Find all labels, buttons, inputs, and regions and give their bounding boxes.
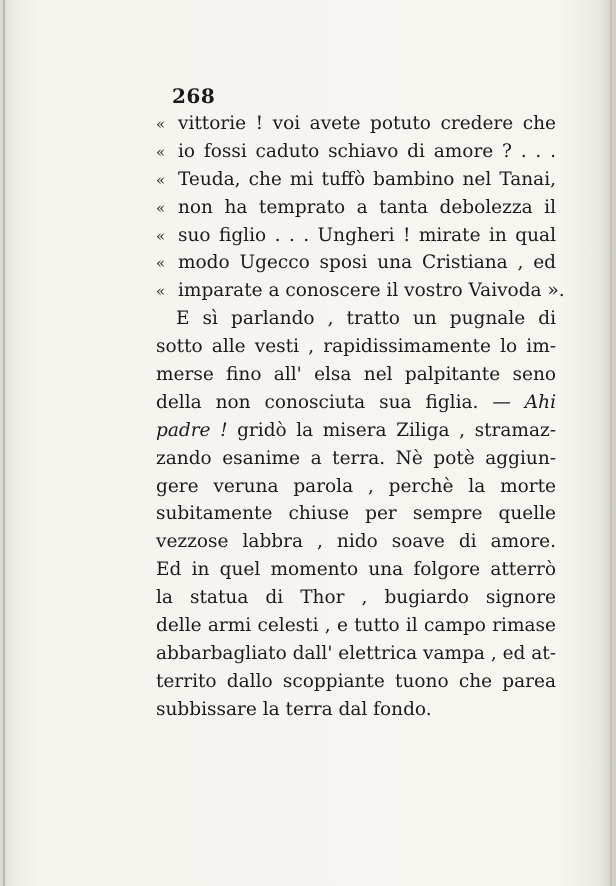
paragraph-line bbox=[156, 473, 556, 501]
guillemet-mark: « bbox=[156, 226, 166, 245]
quoted-line bbox=[156, 166, 556, 194]
paragraph-line-text: gridò la misera Ziliga , stramaz- bbox=[237, 419, 556, 441]
quoted-line-text: io fossi caduto schiavo di amore ? . . . bbox=[178, 140, 556, 162]
page-left-edge bbox=[3, 0, 5, 886]
quoted-line-text: Teuda, che mi tuffò bambino nel Tanai, bbox=[178, 168, 556, 190]
quoted-line-text: imparate a conoscere il vostro Vaivoda ». bbox=[178, 280, 565, 302]
quoted-line bbox=[156, 222, 556, 250]
paragraph-line bbox=[156, 305, 556, 333]
guillemet-mark: « bbox=[156, 254, 166, 273]
quoted-line-text: suo figlio . . . Ungheri ! mirate in qual bbox=[178, 224, 556, 246]
paragraph-line bbox=[156, 528, 556, 556]
quoted-line-text: modo Ugecco sposi una Cristiana , ed bbox=[178, 252, 556, 274]
paragraph-last-line bbox=[156, 696, 556, 724]
paragraph-line-text: delle armi celesti , e tutto il campo rimase bbox=[156, 615, 556, 637]
paragraph-line-text: Ed in quel momento una folgore atterrò bbox=[156, 559, 556, 581]
paragraph-line-text: subitamente chiuse per sempre quelle bbox=[156, 503, 556, 525]
paragraph-line-text: della non conosciuta sua figlia. — bbox=[156, 391, 511, 413]
quoted-line-text: non ha temprato a tanta debolezza il bbox=[178, 196, 556, 218]
paragraph-line bbox=[156, 389, 556, 417]
paragraph-line bbox=[156, 584, 556, 612]
quoted-line-text: vittorie ! voi avete potuto credere che bbox=[178, 113, 556, 134]
paragraph-line-text: merse fino all' elsa nel palpitante seno bbox=[156, 364, 556, 386]
quoted-line bbox=[156, 277, 565, 305]
guillemet-mark: « bbox=[156, 170, 166, 189]
quoted-line bbox=[156, 110, 556, 138]
paragraph-line bbox=[156, 640, 556, 668]
paragraph-line-text: subbissare la terra dal fondo. bbox=[156, 698, 432, 720]
paragraph-line-text: gere veruna parola , perchè la morte bbox=[156, 475, 556, 497]
paragraph-line-text: territo dallo scoppiante tuono che parea bbox=[156, 670, 556, 692]
paragraph-line-with-italic bbox=[156, 417, 556, 445]
paragraph-line bbox=[156, 361, 556, 389]
quoted-line bbox=[156, 138, 556, 166]
paragraph-line bbox=[156, 500, 556, 528]
page-right-edge bbox=[610, 0, 612, 886]
guillemet-mark: « bbox=[156, 142, 166, 161]
page-number: 268 bbox=[172, 84, 216, 108]
paragraph-line bbox=[156, 445, 556, 473]
paragraph-line bbox=[156, 417, 556, 445]
paragraph-line bbox=[156, 668, 556, 696]
paragraph-line-with-italic bbox=[156, 389, 556, 417]
paragraph-line bbox=[156, 333, 556, 361]
paragraph-line-text: E sì parlando , tratto un pugnale di bbox=[176, 308, 556, 330]
paragraph-line-text: zando esanime a terra. Nè potè aggiun- bbox=[156, 447, 556, 469]
paragraph-line-text: abbarbagliato dall' elettrica vampa , ed at- bbox=[156, 642, 556, 664]
guillemet-mark: « bbox=[156, 198, 166, 217]
italic-exclamation: Ahi bbox=[524, 391, 556, 413]
text-block bbox=[156, 110, 565, 724]
quoted-line bbox=[156, 249, 556, 277]
paragraph-line bbox=[156, 556, 556, 584]
italic-exclamation: padre ! bbox=[156, 419, 228, 441]
guillemet-mark: « bbox=[156, 115, 166, 133]
paragraph-line-text: sotto alle vesti , rapidissimamente lo im- bbox=[156, 336, 556, 358]
paragraph-line-text: la statua di Thor , bugiardo signore bbox=[156, 587, 556, 609]
paragraph-line-text: vezzose labbra , nido soave di amore. bbox=[156, 531, 556, 553]
guillemet-mark: « bbox=[156, 282, 166, 301]
paragraph-line bbox=[156, 612, 556, 640]
quoted-line bbox=[156, 194, 556, 222]
